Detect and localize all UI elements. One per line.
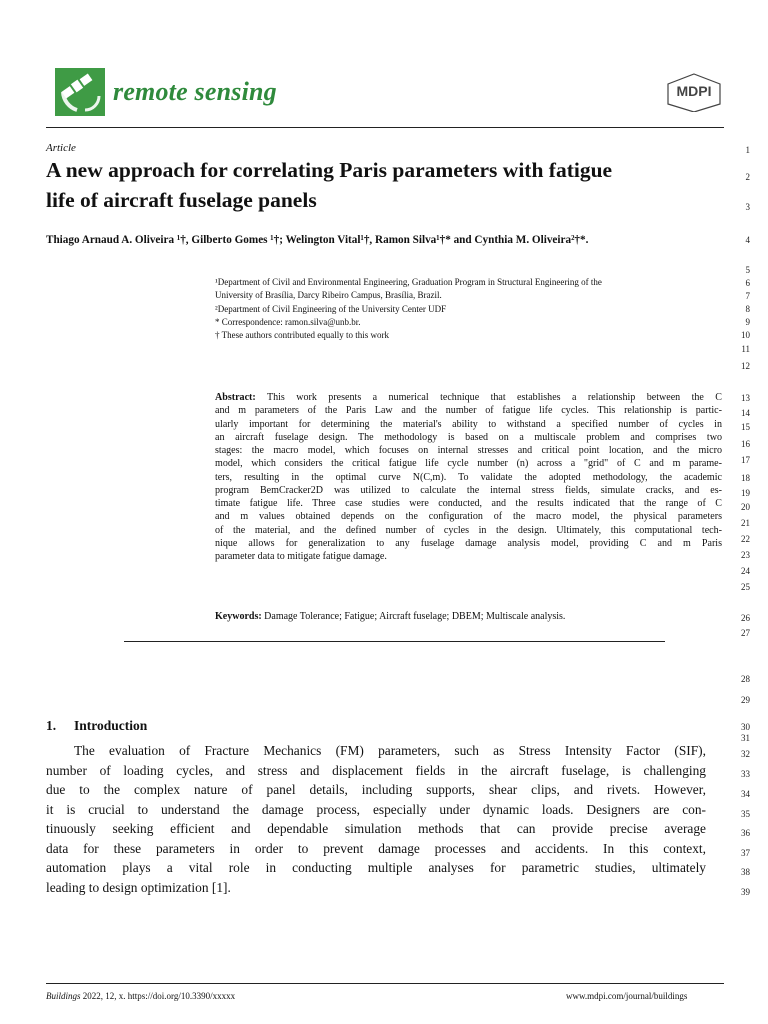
body-line: automation plays a vital role in conducting multiple analyses for parametric studies, ultimately	[46, 860, 706, 875]
line-number: 9	[745, 317, 750, 327]
line-number: 4	[745, 235, 750, 245]
footer-divider	[46, 983, 724, 984]
line-number: 35	[741, 809, 750, 819]
line-number: 22	[741, 534, 750, 544]
journal-name: remote sensing	[113, 77, 277, 106]
line-number: 20	[741, 502, 750, 512]
body-line: it is crucial to understand the damage process, especially under dynamic loads. Designers are con-	[46, 801, 706, 817]
line-number: 21	[741, 518, 750, 528]
line-number: 27	[741, 628, 750, 638]
abstract	[215, 391, 722, 563]
body-line: tinuously seeking efficient and dependable simulation methods that can provide precise average	[46, 821, 706, 836]
line-number: 33	[741, 769, 750, 779]
abstract-divider	[124, 641, 665, 642]
satellite-icon	[55, 68, 105, 116]
line-number: 1	[745, 145, 750, 155]
footer-journal: Buildings	[46, 991, 81, 1001]
article-title	[46, 155, 716, 215]
line-number: 15	[741, 422, 750, 432]
line-number: 2	[745, 172, 750, 182]
line-number: 25	[741, 582, 750, 592]
line-number: 34	[741, 789, 750, 799]
title-line: life of aircraft fuselage panels	[46, 188, 317, 212]
line-number: 38	[741, 867, 750, 877]
abstract-line: stages: the macro model, which focuses on internal stresses and critical point location, and the micro	[215, 445, 722, 456]
abstract-line: Abstract: This work presents a numerical technique that establishes a relationship between the C	[215, 392, 722, 403]
footer-url[interactable]: www.mdpi.com/journal/buildings	[566, 991, 688, 1001]
line-number: 17	[741, 455, 750, 465]
section-number: 1.	[46, 718, 57, 733]
line-number: 13	[741, 393, 750, 403]
keywords-text: Damage Tolerance; Fatigue; Aircraft fuselage; DBEM; Multiscale analysis.	[264, 611, 566, 622]
abstract-line: and m parameters of the Paris Law and the number of fatigue life cycles. This relationship is partic-	[215, 405, 722, 417]
abstract-line: timate fatigue life. Three case studies were conducted, and the results indicated that the range of C	[215, 498, 722, 509]
line-number: 16	[741, 439, 750, 449]
line-number: 37	[741, 848, 750, 858]
abstract-line: of the material, and the defined number of cycles in the design. Ultimately, this computational tech-	[215, 524, 722, 536]
title-line: A new approach for correlating Paris parameters with fatigue	[46, 158, 613, 182]
journal-logo-icon	[55, 68, 105, 116]
body-line: data for these parameters in order to prevent damage processes and accidents. In this context,	[46, 840, 706, 856]
abstract-line: parameter data to mitigate fatigue damage.	[215, 551, 387, 562]
line-number: 30	[741, 722, 750, 732]
abstract-label: Abstract:	[215, 392, 256, 403]
line-number: 6	[745, 278, 750, 288]
line-number: 36	[741, 828, 750, 838]
author-list: Thiago Arnaud A. Oliveira ¹†, Gilberto Gomes ¹†; Welington Vital¹†, Ramon Silva¹†* and Cynthia M. Oliveira²†*.	[46, 234, 589, 246]
header-divider	[46, 127, 724, 128]
line-number: 31	[741, 733, 750, 743]
line-number: 18	[741, 473, 750, 483]
line-number: 8	[745, 304, 750, 314]
introduction-paragraph	[46, 741, 706, 897]
line-number: 10	[741, 330, 750, 340]
body-line: due to the complex nature of panel details, including supports, shear clips, and rivets. However,	[46, 782, 706, 797]
abstract-line: program BemCracker2D was utilized to calculate the internal stress fields, simulate cracks, and es-	[215, 484, 722, 496]
section-heading	[46, 718, 147, 734]
line-number: 11	[741, 344, 750, 354]
abstract-line: an aircraft fuselage design. The methodology is based on a multiscale problem and comprises two	[215, 431, 722, 443]
affiliations	[215, 276, 730, 342]
line-number: 12	[741, 361, 750, 371]
equal-contribution-note: † These authors contributed equally to this work	[215, 330, 390, 341]
section-title: Introduction	[74, 718, 148, 733]
line-number: 3	[745, 202, 750, 212]
line-number: 26	[741, 613, 750, 623]
body-line: The evaluation of Fracture Mechanics (FM) parameters, such as Stress Intensity Factor (SIF),	[74, 743, 706, 758]
line-number: 19	[741, 488, 750, 498]
abstract-line: nique allows for generalization to any fuselage damage analysis model, providing C and m Paris	[215, 537, 722, 549]
line-number: 24	[741, 566, 750, 576]
affiliation-line: ²Department of Civil Engineering of the University Center UDF	[215, 303, 447, 314]
body-line: leading to design optimization [1].	[46, 879, 231, 895]
correspondence-email[interactable]: * Correspondence: ramon.silva@unb.br.	[215, 316, 361, 327]
publisher-logo	[662, 72, 726, 112]
line-number: 7	[745, 291, 750, 301]
affiliation-line: University of Brasília, Darcy Ribeiro Campus, Brasília, Brazil.	[215, 290, 442, 301]
keywords	[215, 611, 722, 622]
footer-citation	[46, 991, 235, 1001]
line-number: 29	[741, 695, 750, 705]
line-number: 5	[745, 265, 750, 275]
keywords-label: Keywords:	[215, 611, 262, 622]
body-line: number of loading cycles, and stress and displacement fields in the aircraft fuselage, is challenging	[46, 762, 706, 778]
line-number: 23	[741, 550, 750, 560]
abstract-line: ters, resulting in the optimal curve N(C,m). To validate the adopted methodology, the academic	[215, 471, 722, 483]
affiliation-line: ¹Department of Civil and Environmental Engineering, Graduation Program in Structural Engineering of the	[215, 277, 602, 287]
abstract-line: and m values obtained depends on the configuration of the macro model, the physical parameters	[215, 511, 722, 523]
publisher-name: MDPI	[676, 83, 712, 99]
line-number: 32	[741, 749, 750, 759]
line-number: 39	[741, 887, 750, 897]
article-type: Article	[46, 142, 76, 154]
abstract-line: ularly important for determining the material's ability to withstand a specified number of cycles in	[215, 418, 722, 430]
abstract-line: model, which considers the critical fatigue life cycle number (n) across a "grid" of C and m parame-	[215, 458, 722, 470]
line-number: 14	[741, 408, 750, 418]
line-number: 28	[741, 674, 750, 684]
footer-doi[interactable]: 2022, 12, x. https://doi.org/10.3390/xxxxx	[82, 991, 236, 1001]
